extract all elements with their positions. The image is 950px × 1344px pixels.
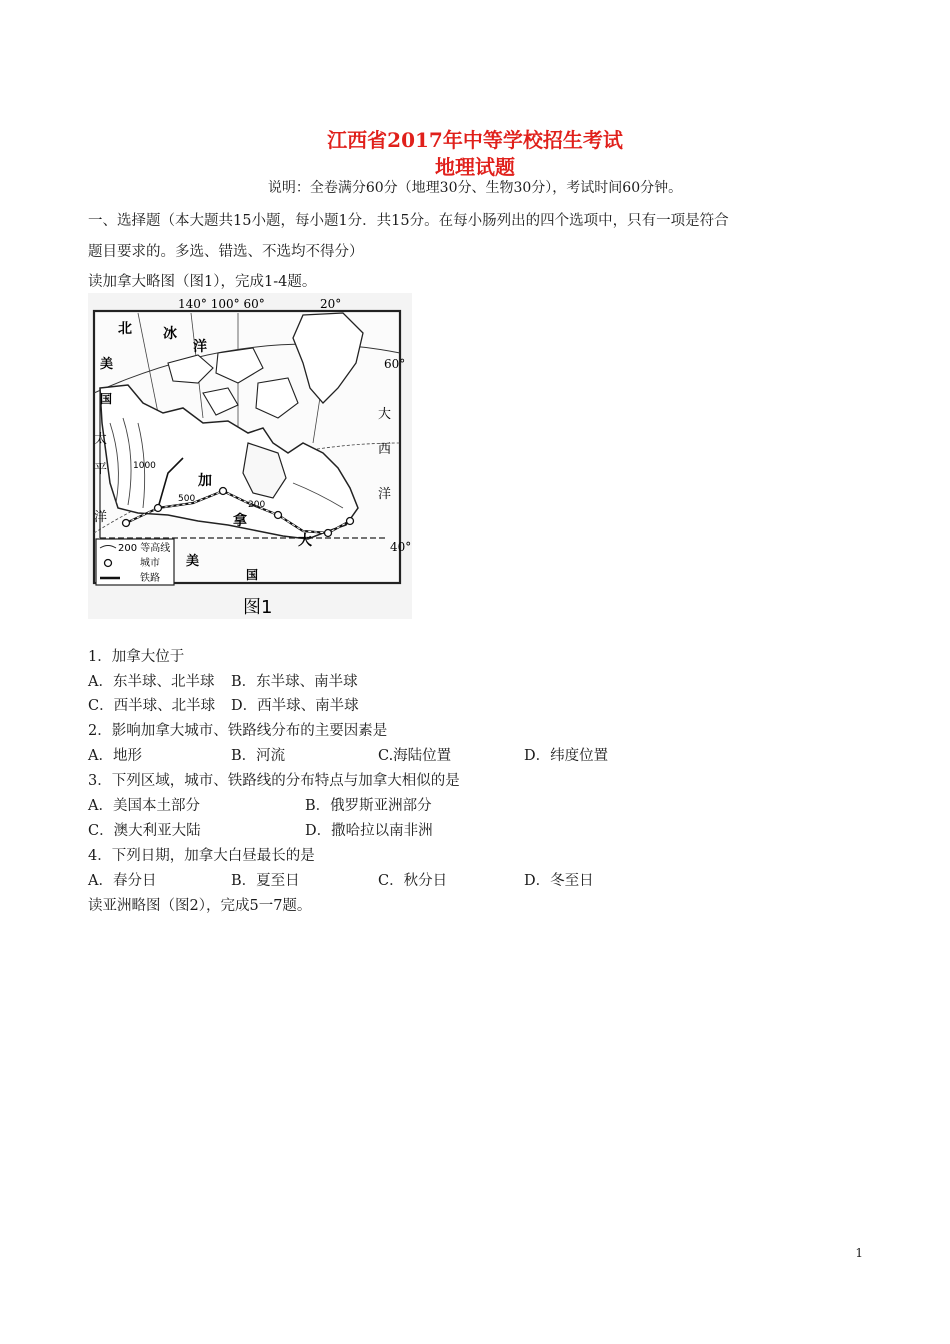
map-label-ping: 平 — [94, 462, 108, 477]
exam-title: 江西省2017年中等学校招生考试 — [327, 128, 623, 152]
exam-instructions: 说明：全卷满分60分（地理30分、生物30分），考试时间60分钟。 — [267, 180, 683, 196]
question-3-option-a[interactable]: A．美国本土部分 — [88, 798, 200, 814]
question-2-option-a[interactable]: A．地形 — [88, 748, 142, 764]
map-label-usa-alaska-2: 国 — [100, 392, 113, 406]
question-1-stem: 1．加拿大位于 — [88, 649, 185, 665]
question-1-option-d[interactable]: D．西半球、南半球 — [231, 698, 359, 714]
longitude-20-label: 20° — [320, 297, 342, 311]
figure2-intro: 读亚洲略图（图2），完成5一7题。 — [88, 898, 312, 914]
contour-label-1000: 1000 — [133, 461, 156, 471]
question-2-option-b[interactable]: B．河流 — [231, 748, 286, 764]
question-4-option-c[interactable]: C．秋分日 — [378, 873, 448, 889]
question-4-option-b[interactable]: B．夏至日 — [231, 873, 300, 889]
map-label-da: 大 — [298, 533, 312, 549]
map-label-usa-1: 美 — [186, 554, 200, 569]
question-1-option-b[interactable]: B．东半球、南半球 — [231, 674, 358, 690]
question-1-option-c[interactable]: C．西半球、北半球 — [88, 698, 216, 714]
map-label-atlantic-da: 大 — [378, 407, 392, 422]
map-label-atlantic-xi: 西 — [378, 442, 392, 457]
figure1-intro: 读加拿大略图（图1），完成1-4题。 — [88, 274, 317, 290]
question-2-option-c[interactable]: C.海陆位置 — [378, 748, 452, 764]
section-heading-line2: 题目要求的。多选、错选、不选均不得分） — [88, 244, 364, 260]
latitude-60-label: 60° — [384, 357, 406, 371]
map-label-usa-2: 国 — [246, 568, 259, 582]
legend-contour: 200 等高线 — [118, 543, 171, 554]
question-4-stem: 4．下列日期，加拿大白昼最长的是 — [88, 848, 315, 864]
contour-label-500: 500 — [178, 494, 196, 504]
map-label-bing: 冰 — [163, 326, 177, 342]
legend-railway: 铁路 — [140, 573, 160, 584]
map-legend — [96, 539, 174, 585]
map-label-tai: 太 — [94, 432, 108, 447]
canada-map-figure — [88, 293, 412, 619]
map-label-north: 北 — [118, 321, 132, 337]
question-2-stem: 2．影响加拿大城市、铁路线分布的主要因素是 — [88, 723, 388, 739]
question-2-option-d[interactable]: D．纬度位置 — [524, 748, 609, 764]
latitude-40-label: 40° — [390, 540, 412, 554]
legend-city: 城市 — [140, 558, 160, 569]
question-4-option-a[interactable]: A．春分日 — [88, 873, 157, 889]
question-3-option-d[interactable]: D．撒哈拉以南非洲 — [305, 823, 433, 839]
section-heading-line1: 一、选择题（本大题共15小题，每小题1分．共15分。在每小肠列出的四个选项中，只有一项是符合 — [88, 213, 729, 229]
question-1-option-a[interactable]: A．东半球、北半球 — [88, 674, 215, 690]
map-label-pacific-yang: 洋 — [94, 510, 108, 525]
legend-city-icon — [105, 560, 112, 567]
question-4-option-d[interactable]: D．冬至日 — [524, 873, 594, 889]
map-label-jia: 加 — [198, 473, 212, 489]
map-label-na: 拿 — [233, 513, 247, 529]
subject-title: 地理试题 — [435, 155, 515, 179]
question-3-stem: 3．下列区域，城市、铁路线的分布特点与加拿大相似的是 — [88, 773, 460, 789]
map-label-atlantic-yang: 洋 — [378, 487, 392, 502]
map-label-yang: 洋 — [193, 339, 207, 355]
question-3-option-c[interactable]: C．澳大利亚大陆 — [88, 823, 201, 839]
question-3-option-b[interactable]: B．俄罗斯亚洲部分 — [305, 798, 432, 814]
page-number: 1 — [855, 1246, 863, 1260]
canada-map — [88, 293, 412, 619]
longitude-labels: 140° 100° 60° — [178, 297, 265, 311]
map-label-usa-alaska-1: 美 — [100, 357, 114, 372]
contour-label-200: 200 — [248, 500, 266, 510]
figure1-caption: 图1 — [243, 597, 273, 618]
